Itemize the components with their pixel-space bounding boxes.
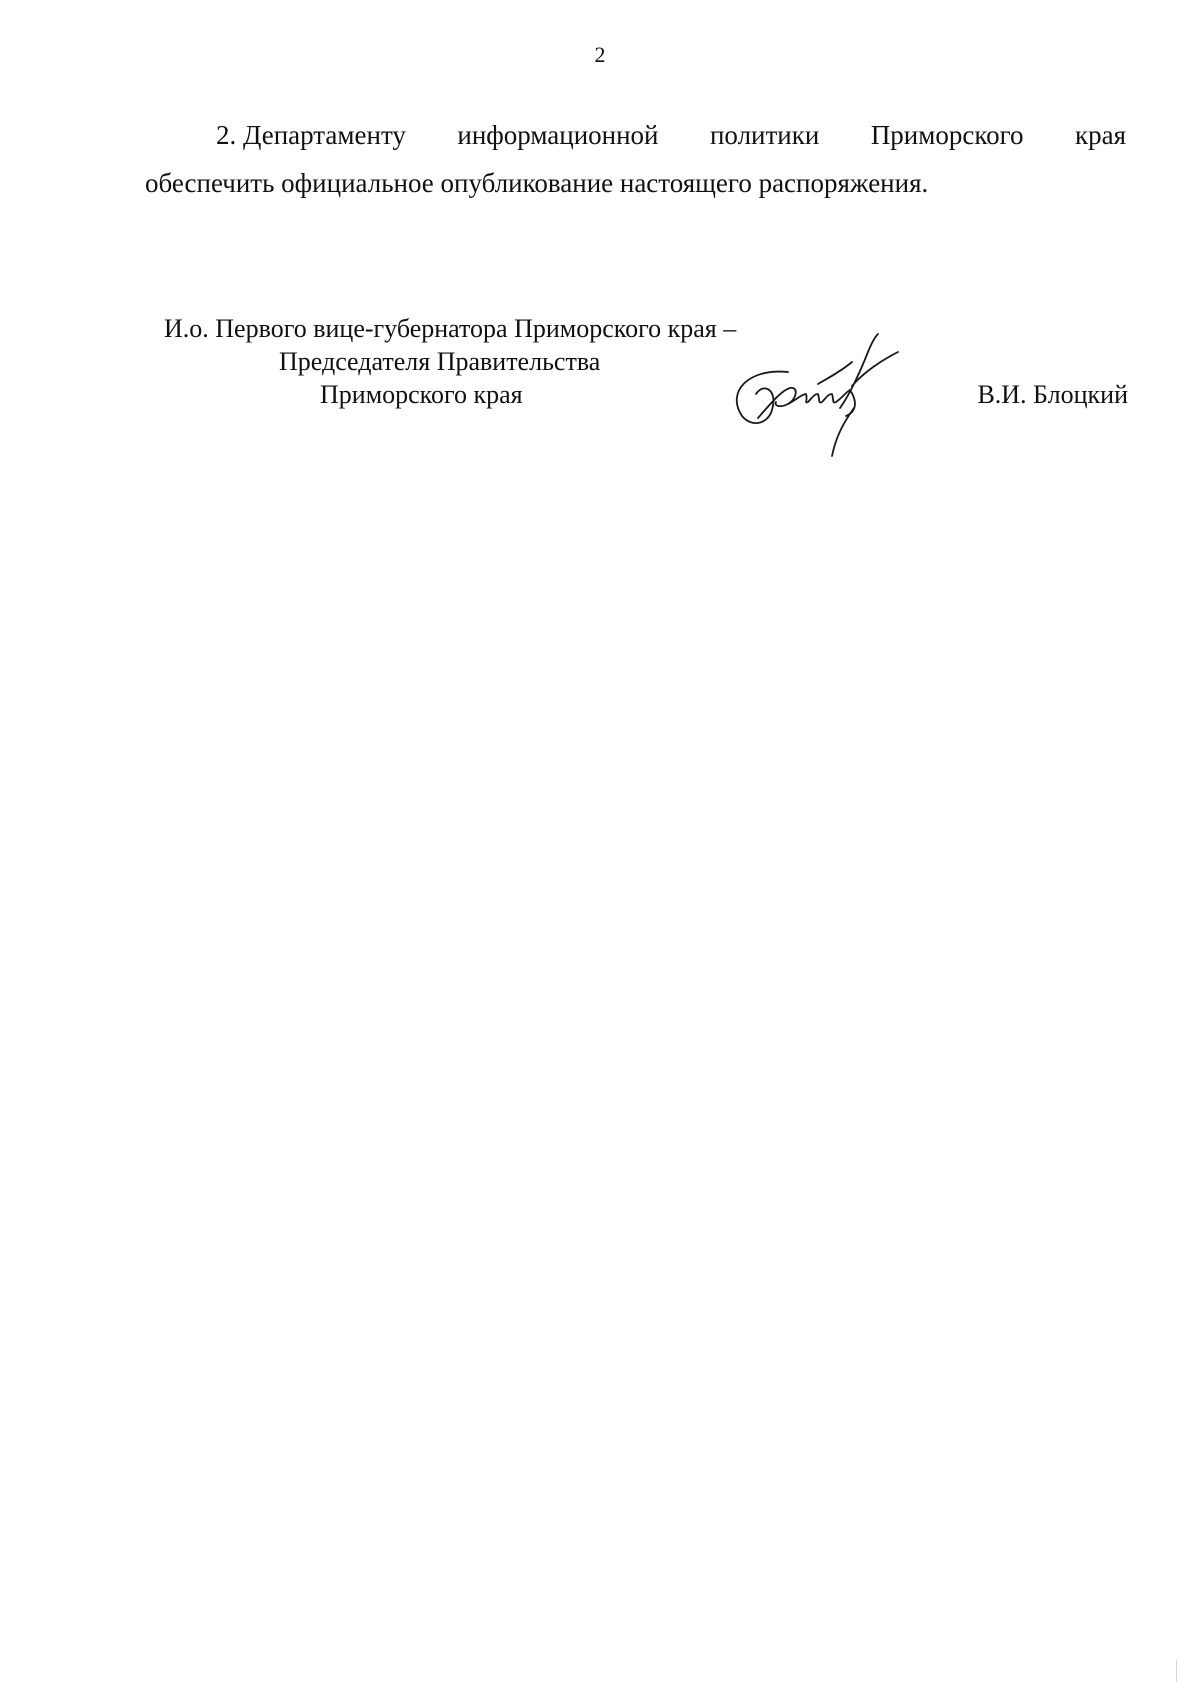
signer-name: В.И. Блоцкий	[977, 380, 1128, 409]
signatory-title-line: И.о. Первого вице-губернатора Приморского края –	[164, 314, 737, 343]
handwritten-signature	[728, 332, 938, 458]
paragraph-word: информационной	[457, 120, 659, 150]
paragraph-line-1	[216, 118, 1126, 152]
paragraph-word: Приморского	[870, 120, 1024, 150]
page-number: 2	[594, 42, 606, 67]
paragraph-word: края	[1074, 120, 1126, 150]
paragraph-word: политики	[709, 120, 820, 150]
paragraph-line-2: обеспечить официальное опубликование настоящего распоряжения.	[145, 168, 929, 198]
signatory-title-line: Председателя Правительства	[279, 347, 601, 376]
scan-artifact-mark	[1176, 1660, 1177, 1682]
signatory-title-line: Приморского края	[320, 380, 523, 409]
signatory-title	[140, 312, 820, 411]
paragraph-word: 2. Департаменту	[216, 120, 406, 150]
